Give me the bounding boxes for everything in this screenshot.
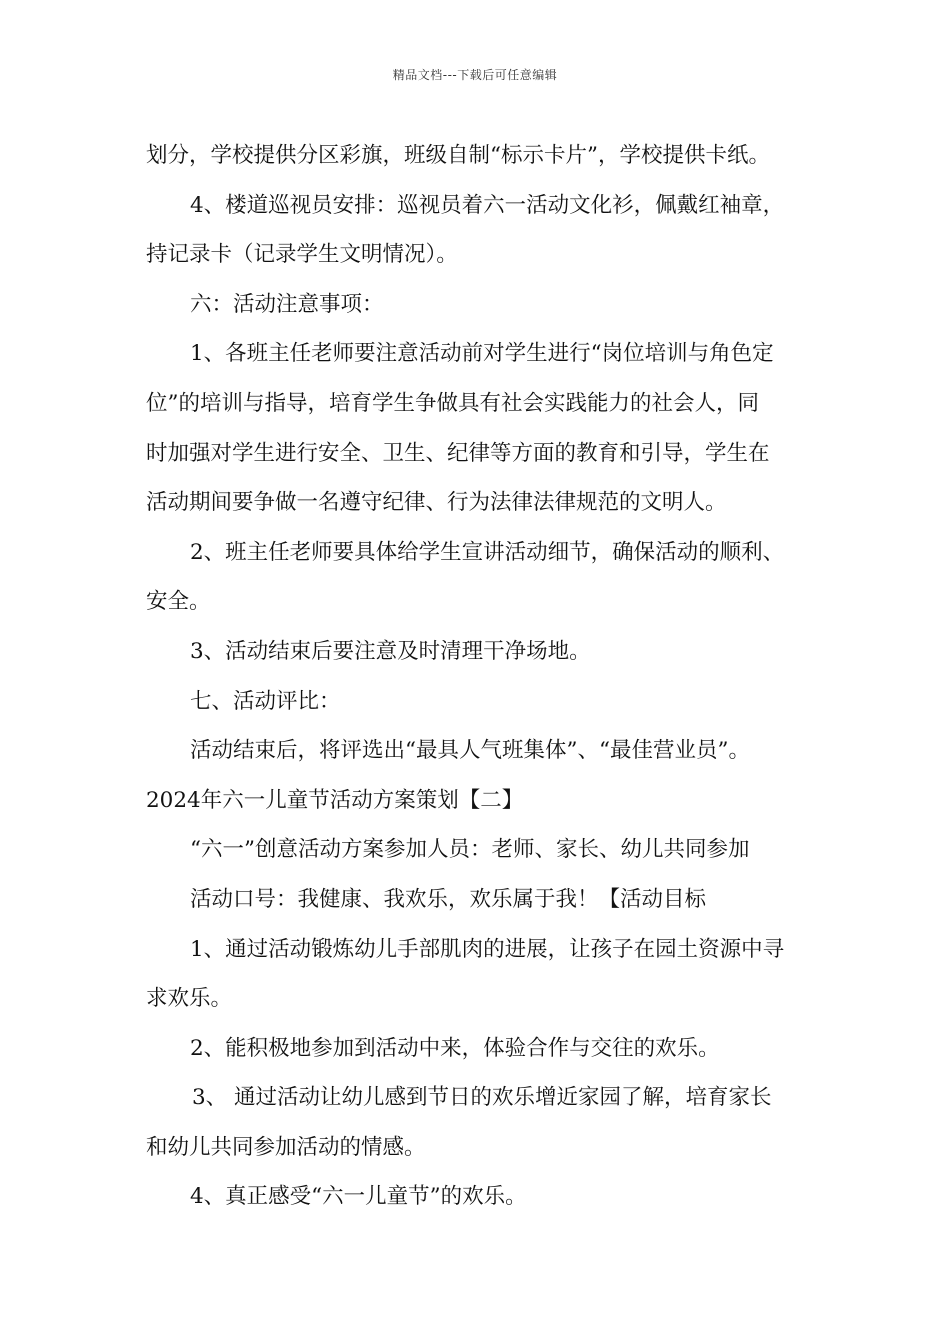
paragraph-line: 活动口号：我健康、我欢乐，欢乐属于我！【活动目标: [190, 886, 707, 912]
paragraph-line: 4、真正感受“六一儿童节”的欢乐。: [190, 1184, 527, 1210]
paragraph-line: 4、楼道巡视员安排：巡视员着六一活动文化衫，佩戴红袖章，: [190, 192, 785, 218]
paragraph-line: 求欢乐。: [146, 986, 233, 1012]
section-heading: 六：活动注意事项：: [190, 291, 384, 317]
paragraph-line: 活动期间要争做一名遵守纪律、行为法律法律规范的文明人。: [146, 490, 727, 516]
paragraph-line: 1、通过活动锻炼幼儿手部肌肉的进展，让孩子在园土资源中寻: [190, 936, 785, 962]
document-title: 2024年六一儿童节活动方案策划【二】: [146, 787, 524, 813]
paragraph-line: 安全。: [146, 589, 211, 615]
page-header: 精品文档---下载后可任意编辑: [392, 68, 558, 82]
paragraph-line: 时加强对学生进行安全、卫生、纪律等方面的教育和引导，学生在: [146, 440, 770, 466]
paragraph-line: 3、 通过活动让幼儿感到节日的欢乐增近家园了解，培育家长: [192, 1085, 772, 1111]
paragraph-line: “六一”创意活动方案参加人员：老师、家长、幼儿共同参加: [190, 837, 750, 863]
paragraph-line: 1、各班主任老师要注意活动前对学生进行“岗位培训与角色定: [190, 341, 774, 367]
paragraph-line: 位”的培训与指导，培育学生争做具有社会实践能力的社会人，同: [146, 390, 759, 416]
paragraph-line: 划分，学校提供分区彩旗，班级自制“标示卡片”，学校提供卡纸。: [146, 143, 770, 168]
paragraph-line: 和幼儿共同参加活动的情感。: [146, 1134, 426, 1160]
paragraph-line: 持记录卡（记录学生文明情况）。: [146, 242, 458, 268]
paragraph-line: 2、能积极地参加到活动中来，体验合作与交往的欢乐。: [190, 1035, 720, 1061]
paragraph-line: 3、活动结束后要注意及时清理干净场地。: [190, 638, 591, 664]
paragraph-line: 活动结束后，将评选出“最具人气班集体”、“最佳营业员”。: [190, 738, 750, 764]
document-body: [146, 131, 810, 1222]
paragraph-line: 2、班主任老师要具体给学生宣讲活动细节，确保活动的顺利、: [190, 539, 785, 565]
section-heading: 七、活动评比：: [190, 688, 341, 714]
